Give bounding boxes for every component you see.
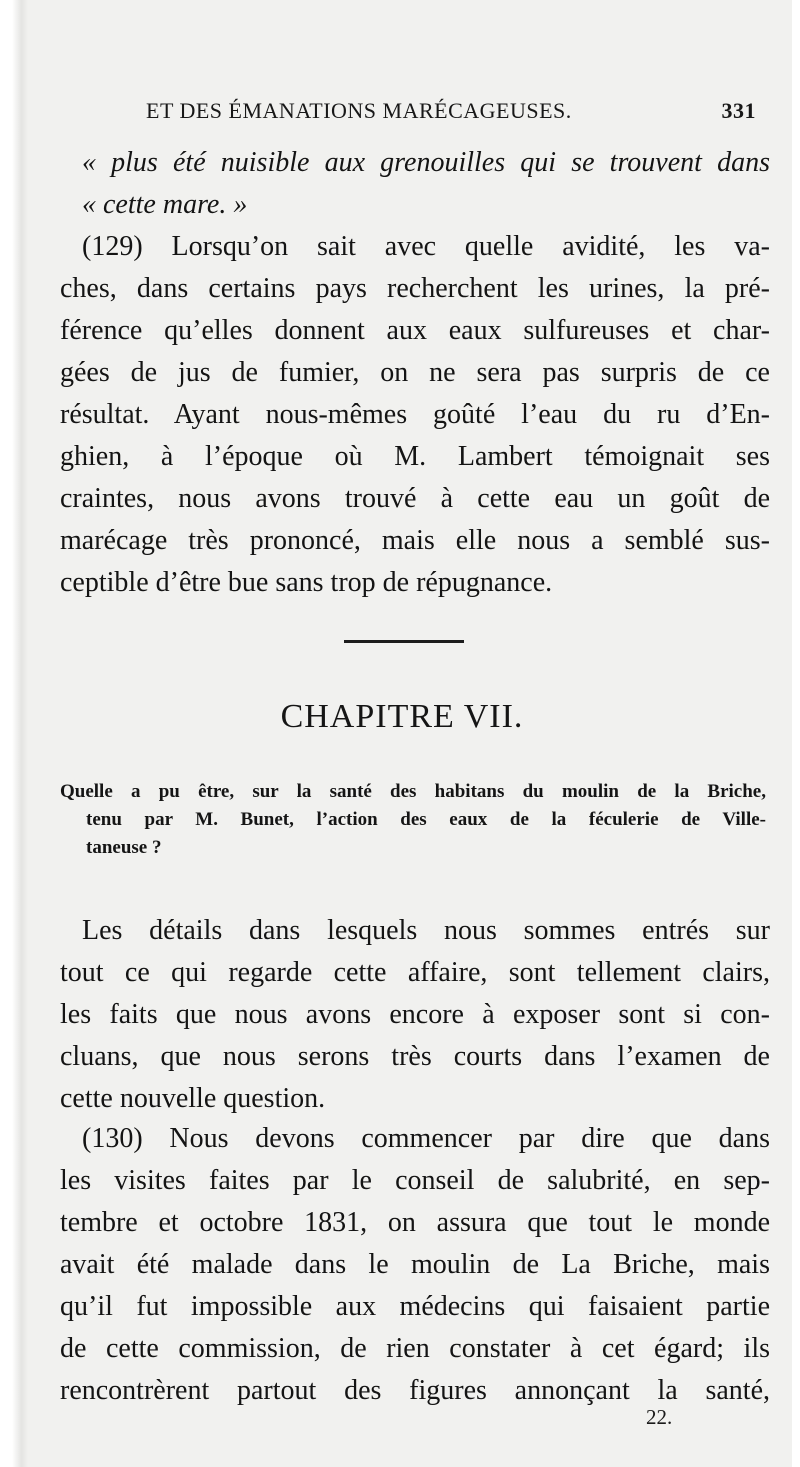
paragraph-line: craintes, nous avons trouvé à cette eau un goût de — [60, 483, 770, 514]
signature-mark: 22. — [646, 1405, 673, 1429]
paragraph-line: ches, dans certains pays recherchent les urines, la pré- — [60, 273, 770, 304]
paragraph-line: marécage très prononcé, mais elle nous a semblé sus- — [60, 525, 770, 556]
paragraph-line: résultat. Ayant nous-mêmes goûté l’eau du ru d’En- — [60, 399, 770, 430]
paragraph-line: tout ce qui regarde cette affaire, sont tellement clairs, — [60, 957, 770, 988]
quote-line: « cette mare. » — [82, 189, 248, 220]
paragraph-line: cluans, que nous serons très courts dans l’examen de — [60, 1041, 770, 1072]
paragraph-line: ghien, à l’époque où M. Lambert témoignait ses — [60, 441, 770, 472]
summary-line: Quelle a pu être, sur la santé des habitans du moulin de la Briche, — [60, 781, 766, 802]
paragraph-line: Les détails dans lesquels nous sommes entrés sur — [82, 915, 770, 946]
page-number: 331 — [721, 98, 756, 123]
paragraph-line: férence qu’elles donnent aux eaux sulfureuses et char- — [60, 315, 770, 346]
paragraph-line: rencontrèrent partout des figures annonçant la santé, — [60, 1375, 770, 1406]
paragraph-line: les visites faites par le conseil de salubrité, en sep- — [60, 1165, 770, 1196]
summary-line: taneuse ? — [86, 837, 162, 858]
summary-line: tenu par M. Bunet, l’action des eaux de la féculerie de Ville- — [86, 809, 766, 830]
paragraph-line: (130) Nous devons commencer par dire que dans — [82, 1123, 770, 1154]
paragraph-intro — [60, 910, 770, 1120]
paragraph-line: (129) Lorsqu’on sait avec quelle avidité, les va- — [82, 231, 770, 262]
running-title: ET DES ÉMANATIONS MARÉCAGEUSES. — [146, 98, 572, 123]
paragraph-line: avait été malade dans le moulin de La Briche, mais — [60, 1249, 770, 1280]
paragraph-line: de cette commission, de rien constater à cet égard; ils — [60, 1333, 770, 1364]
paragraph-129 — [60, 226, 770, 604]
quote-block — [60, 142, 770, 226]
paragraph-130 — [60, 1118, 770, 1412]
paragraph-line: gées de jus de fumier, on ne sera pas surpris de ce — [60, 357, 770, 388]
paragraph-line: cette nouvelle question. — [60, 1083, 326, 1114]
paragraph-line: qu’il fut impossible aux médecins qui faisaient partie — [60, 1291, 770, 1322]
paragraph-line: ceptible d’être bue sans trop de répugnance. — [60, 567, 553, 598]
chapter-summary — [60, 778, 766, 862]
paragraph-line: tembre et octobre 1831, on assura que tout le monde — [60, 1207, 770, 1238]
quote-line: « plus été nuisible aux grenouilles qui se trouvent dans — [82, 147, 770, 178]
section-divider — [344, 640, 464, 643]
book-page — [12, 0, 792, 1467]
paragraph-line: les faits que nous avons encore à exposer sont si con- — [60, 999, 770, 1030]
chapter-heading: CHAPITRE VII. — [280, 698, 524, 735]
